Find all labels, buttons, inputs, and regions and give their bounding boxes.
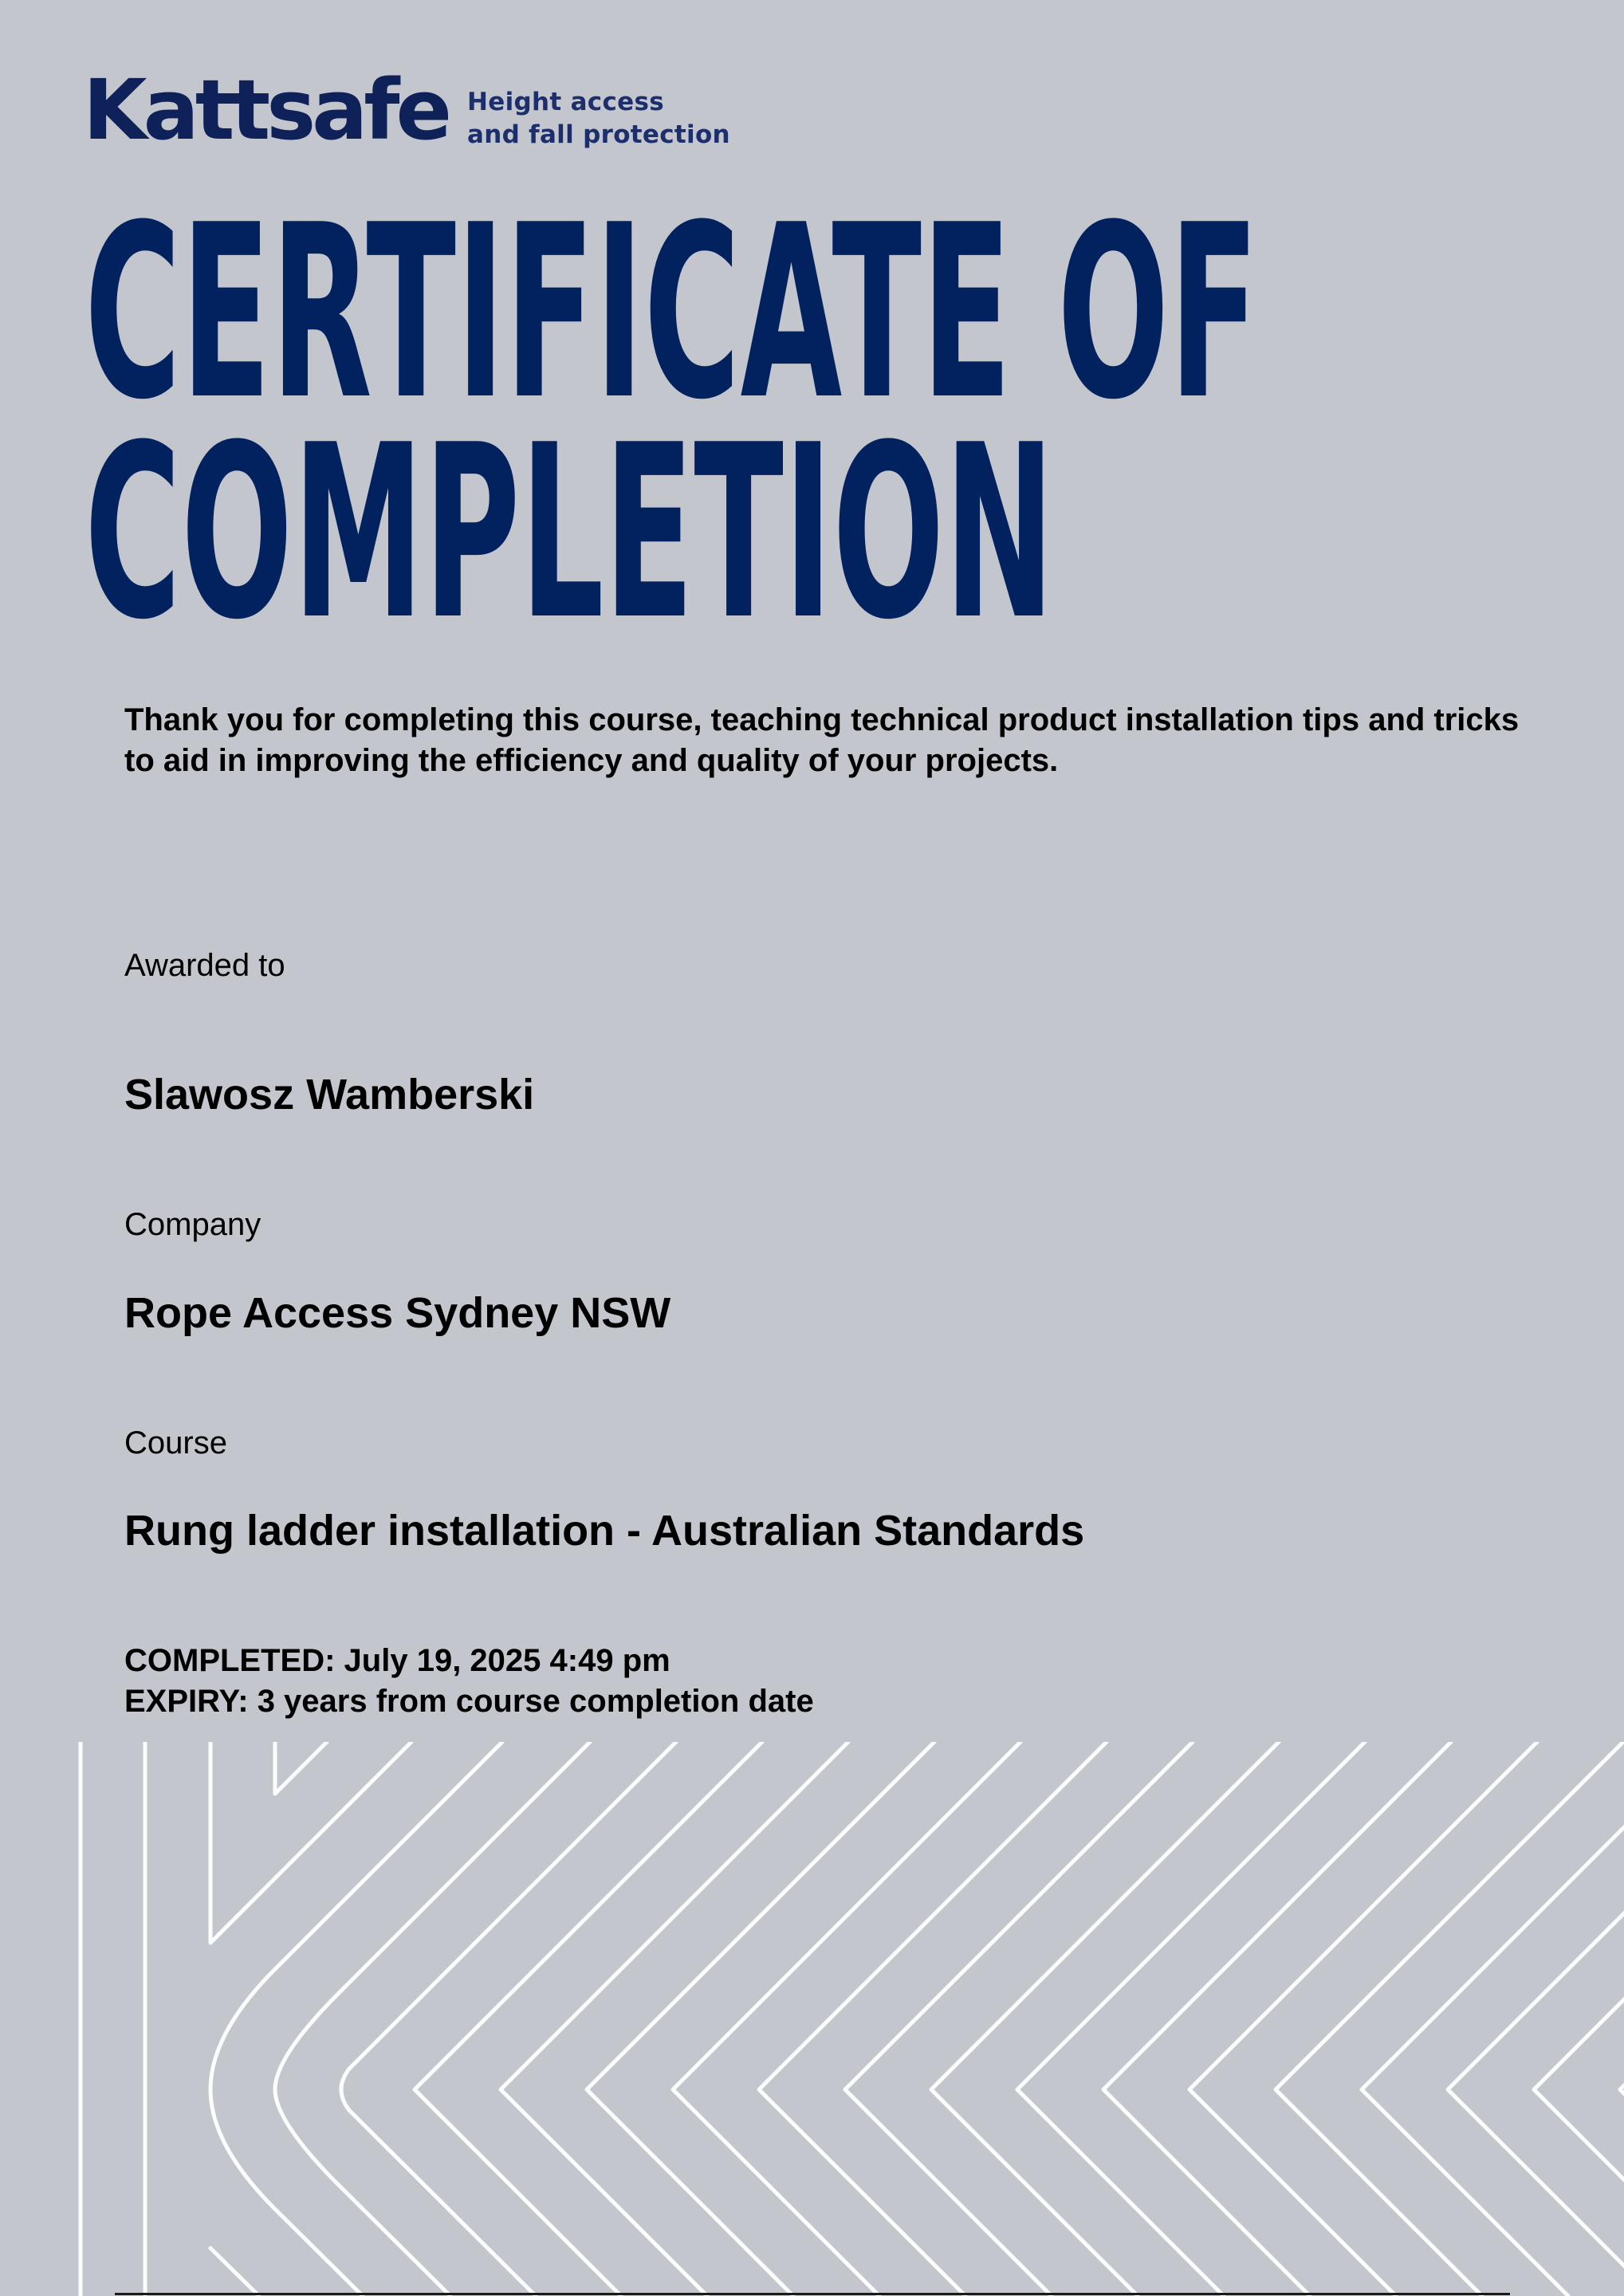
company-label: Company xyxy=(124,1207,261,1242)
course-label: Course xyxy=(124,1425,227,1461)
awarded-to-label: Awarded to xyxy=(124,948,285,983)
chevron-k-line-pattern-icon xyxy=(0,1742,1624,2296)
footer-divider xyxy=(115,2293,1510,2295)
company-name: Rope Access Sydney NSW xyxy=(124,1289,671,1337)
recipient-name: Slawosz Wamberski xyxy=(124,1071,535,1119)
completion-details xyxy=(124,1641,814,1722)
kattsafe-logo xyxy=(83,61,737,159)
brand-tagline-line-2: and fall protection xyxy=(467,120,730,149)
certificate-title-line-2: COMPLETION xyxy=(85,394,1055,672)
brand-name: Kattsafe xyxy=(83,61,449,159)
expiry-note: EXPIRY: 3 years from course completion date xyxy=(124,1684,814,1719)
course-name: Rung ladder installation - Australian Standards xyxy=(124,1507,1085,1555)
certificate-title xyxy=(85,174,1260,672)
brand-tagline xyxy=(467,86,730,151)
brand-tagline-line-1: Height access xyxy=(467,88,664,116)
certificate-title-line-1: CERTIFICATE OF xyxy=(85,174,1260,452)
thank-you-message: Thank you for completing this course, teaching technical product installation tips and tricks to aid in improving the efficiency and quality of your projects. xyxy=(124,702,1520,778)
completed-date: COMPLETED: July 19, 2025 4:49 pm xyxy=(124,1643,670,1678)
